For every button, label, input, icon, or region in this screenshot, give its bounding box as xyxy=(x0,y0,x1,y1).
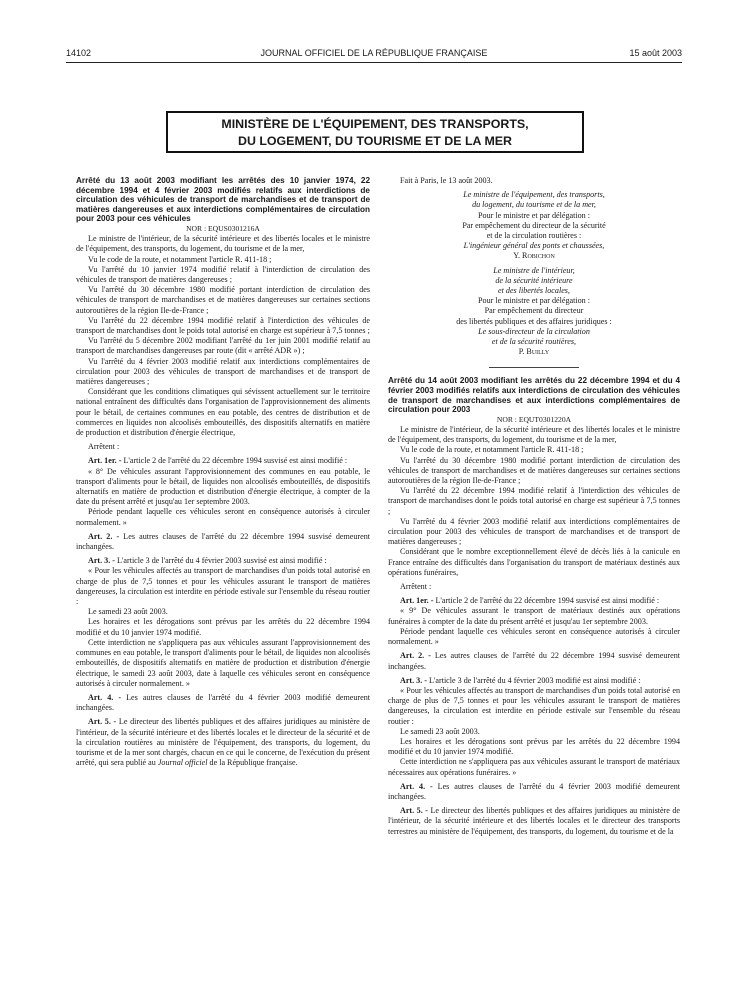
page-number: 14102 xyxy=(66,48,92,58)
issue-date: 15 août 2003 xyxy=(629,48,682,58)
article-text: L'article 3 de l'arrêté du 4 février 2003 modifié est ainsi modifié : xyxy=(429,675,641,685)
decree2-art3-q1: « Pour les véhicules affectés au transport de marchandises d'un poids total autorisé en charge de plus de 7,5 tonnes et pour les véhicules assurant le transport de matières dangereuses, la circulation est interdite en période estivale sur l'ensemble du réseau routier : xyxy=(388,685,680,726)
decree2-para: Vu l'arrêté du 22 décembre 1994 modifié relatif à l'interdiction des véhicules de transport de marchandises dont le poids total autorisé en charge est supérieur à 7,5 tonnes ; xyxy=(388,486,680,516)
decree2-para: Vu l'arrêté du 4 février 2003 modifié relatif aux interdictions complémentaires de circulation pour 2003 des véhicules de transport de marchandises et de transport de matières dangereuses ; xyxy=(388,516,680,547)
decree1-para: Considérant que les conditions climatiques qui sévissent actuellement sur le territoire national entraînent des difficultés dans l'organisation de l'approvisionnement des aliments pour le bétail, de certaines communes en eau potable, des centres de distribution et de commerces en liquides non alcoolisés embouteillés, des dispositifs alternatifs en matière de production et distribution d'énergie électrique, xyxy=(76,387,370,438)
decree1-para: Vu l'arrêté du 30 décembre 1980 modifié portant interdiction de circulation des véhicules de transport de marchandises et de matières dangereuses sur certaines sections autoroutières de la région Ile-de-France ; xyxy=(76,285,370,315)
decree1-done: Fait à Paris, le 13 août 2003. xyxy=(400,176,493,185)
decree1-art1-q2: Période pendant laquelle ces véhicules seront en conséquence autorisés à circuler normalement. » xyxy=(76,507,370,527)
journal-ref: Journal officiel xyxy=(157,758,208,768)
decree2-para: Le ministre de l'intérieur, de la sécurité intérieure et des libertés locales et le ministre de l'équipement, des transports, du logement, du tourisme et de la mer, xyxy=(388,425,680,445)
decree1-para: Vu l'arrêté du 22 décembre 1994 modifié relatif à l'interdiction des véhicules de transport de marchandises dont le poids total autorisé en charge est supérieur à 7,5 tonnes ; xyxy=(76,315,370,335)
sig-line: de la sécurité intérieure xyxy=(495,275,573,285)
decree1-nor: NOR : EQUS0301216A xyxy=(186,223,260,233)
article-label: Art. 1er. - xyxy=(400,596,434,606)
signature-block-2 xyxy=(388,266,680,358)
article-label: Art. 3. - xyxy=(400,675,427,685)
article-label: Art. 5. - xyxy=(400,806,428,816)
ministry-box xyxy=(166,111,584,153)
decree1-art3-q2: Le samedi 23 août 2003. xyxy=(88,607,168,617)
decree1-art3 xyxy=(76,556,370,566)
article-label: Art. 4. - xyxy=(88,692,122,702)
sig-line: Par empêchement du directeur de la sécurité xyxy=(462,220,606,230)
signatory-name: P. Builly xyxy=(518,347,550,357)
article-text: L'article 3 de l'arrêté du 4 février 2003 susvisé est ainsi modifié : xyxy=(117,556,327,566)
sig-line: Le ministre de l'intérieur, xyxy=(493,265,575,275)
decree2-title: Arrêté du 14 août 2003 modifiant les arrêtés du 22 décembre 1994 et du 4 février 2003 modifiés relatifs aux interdictions de circulation des véhicules de transport de marchandises et aux interdictions complémentaires de circulation pour 2003 xyxy=(388,376,680,415)
section-separator xyxy=(489,367,579,368)
decree1-art3-q4: Cette interdiction ne s'appliquera pas aux véhicules assurant l'approvisionnement des communes en eau potable, le transport d'aliments pour le bétail, de liquides non alcoolisés embouteillés, de dispositifs alternatifs en matière de production et distribution d'énergie électrique, le samedi 23 août 2003, date à laquelle ces véhicules seront en conséquence autorisés à circuler normalement. » xyxy=(76,637,370,688)
article-label: Art. 4. - xyxy=(400,781,433,791)
sig-line: et de la circulation routières : xyxy=(486,231,582,241)
decree1-art2 xyxy=(76,532,370,552)
decree1-para: Vu l'arrêté du 5 décembre 2002 modifiant l'arrêté du 1er juin 2001 modifié relatif au transport de marchandises dangereuses par route (dit « arrêté ADR ») ; xyxy=(76,336,370,356)
left-column xyxy=(76,176,370,768)
article-text: Les autres clauses de l'arrêté du 22 décembre 1994 susvisé demeurent inchangées. xyxy=(76,531,370,552)
ministry-line-1: MINISTÈRE DE L'ÉQUIPEMENT, DES TRANSPORTS, xyxy=(221,117,529,131)
decree2-art2 xyxy=(388,651,680,671)
sig-line: L'ingénieur général des ponts et chaussées, xyxy=(463,241,605,251)
article-label: Art. 2. - xyxy=(400,651,431,661)
decree2-art3 xyxy=(388,676,680,686)
article-text: de la République française. xyxy=(209,758,298,768)
article-text: Le directeur des libertés publiques et des affaires juridiques au ministère de l'intérieur, de la sécurité intérieure et des libertés locales et le directeur de la sécurité et de la circulation routières au ministère de l'équipement, des transports, du logement, du tourisme et de la mer sont chargés, chacun en ce qui le concerne, de l'exécution du présent arrêté, qui sera publié au xyxy=(76,717,370,768)
decree1-art5 xyxy=(76,717,370,768)
article-text: L'article 2 de l'arrêté du 22 décembre 1994 susvisé est ainsi modifié : xyxy=(123,456,348,466)
page-header xyxy=(66,48,682,62)
sig-line: Pour le ministre et par délégation : xyxy=(478,210,590,220)
decree2-art3-q4: Cette interdiction ne s'appliquera pas aux véhicules assurant le transport de matériaux nécessaires aux opérations funéraires. » xyxy=(388,757,680,777)
sig-line: Par empêchement du directeur xyxy=(484,306,584,316)
decree1-title: Arrêté du 13 août 2003 modifiant les arrêtés des 10 janvier 1974, 22 décembre 1994 et 4 février 2003 modifiés relatifs aux interdictions de circulation des véhicules de transport de marchandises et de transport de matières dangereuses et aux interdictions complémentaires de circulation pour 2003 pour ces véhicules xyxy=(76,176,370,224)
sig-line: Le ministre de l'équipement, des transports, xyxy=(463,190,605,200)
decree2-art3-q2: Le samedi 23 août 2003. xyxy=(400,726,480,736)
decree2-art1-q2: Période pendant laquelle ces véhicules seront en conséquence autorisés à circuler normalement. » xyxy=(388,626,680,647)
decree1-art4 xyxy=(76,693,370,713)
decree2-para: Vu l'arrêté du 30 décembre 1980 modifié portant interdiction de circulation des véhicules de transport de marchandises et de matières dangereuses sur certaines sections autoroutières de la région Ile-de-France ; xyxy=(388,455,680,486)
right-column xyxy=(388,176,680,837)
decree1-para: Vu l'arrêté du 4 février 2003 modifié relatif aux interdictions complémentaires de circulation pour 2003 des véhicules de transport de marchandises et de transport de matières dangereuses ; xyxy=(76,356,370,387)
decree1-art3-q1: « Pour les véhicules affectés au transport de marchandises d'un poids total autorisé en charge de plus de 7,5 tonnes et pour les véhicules assurant le transport de matières dangereuses, la circulation est interdite en période estivale sur l'ensemble du réseau routier : xyxy=(76,566,370,607)
decree2-para: Considérant que le nombre exceptionnellement élevé de décès liés à la canicule en France entraîne des difficultés dans l'organisation du transport de matériaux destinés aux opérations funéraires, xyxy=(388,547,680,577)
decree2-art5 xyxy=(388,806,680,837)
decree1-para: Vu le code de la route, et notamment l'article R. 411-18 ; xyxy=(88,254,272,264)
journal-title: JOURNAL OFFICIEL DE LA RÉPUBLIQUE FRANÇAISE xyxy=(260,48,488,58)
article-text: Le directeur des libertés publiques et des affaires juridiques au ministère de l'intérieur, de la sécurité intérieure et des libertés locales et le directeur des transports terrestres au ministère de l'équipement, des transports, du logement, du tourisme et de la xyxy=(388,806,680,836)
ministry-line-2: DU LOGEMENT, DU TOURISME ET DE LA MER xyxy=(238,134,512,148)
sig-line: et des libertés locales, xyxy=(498,286,570,296)
article-text: Les autres clauses de l'arrêté du 4 février 2003 modifié demeurent inchangées. xyxy=(76,692,371,713)
sig-line: du logement, du tourisme et de la mer, xyxy=(472,200,596,210)
decree1-art1-q1: « 8° De véhicules assurant l'approvisionnement des communes en eau potable, le transport d'aliments pour le bétail, de liquides non alcoolisés embouteillés, de dispositifs alternatifs en matière de production et distribution d'énergie électrique, à compter de la date du présent arrêté et jusqu'au 1er septembre 2003. xyxy=(76,466,370,507)
decree1-para: Vu l'arrêté du 10 janvier 1974 modifié relatif à l'interdiction de circulation des véhicules de transport de matières dangereuses ; xyxy=(76,264,370,284)
sig-line: et de la sécurité routières, xyxy=(491,337,577,347)
decree2-arretent: Arrêtent : xyxy=(400,582,432,592)
sig-line: Pour le ministre et par délégation : xyxy=(478,296,590,306)
decree2-art3-q3: Les horaires et les dérogations sont prévus par les arrêtés du 22 décembre 1994 modifié et du 10 janvier 1974 modifié. xyxy=(388,736,680,757)
decree2-art4 xyxy=(388,782,680,802)
article-label: Art. 2. - xyxy=(88,531,120,541)
decree2-para: Vu le code de la route, et notamment l'article R. 411-18 ; xyxy=(400,445,584,455)
decree1-para: Le ministre de l'intérieur, de la sécurité intérieure et des libertés locales et le ministre de l'équipement, des transports, du logement, du tourisme et de la mer, xyxy=(76,234,370,254)
article-label: Art. 1er. - xyxy=(88,456,122,466)
decree1-art3-q3: Les horaires et les dérogations sont prévus par les arrêtés du 22 décembre 1994 modifié et du 10 janvier 1974 modifié. xyxy=(76,617,370,637)
sig-line: des libertés publiques et des affaires juridiques : xyxy=(456,316,612,326)
article-text: Les autres clauses de l'arrêté du 4 février 2003 modifié demeurent inchangées. xyxy=(388,781,681,801)
decree2-art1 xyxy=(388,596,680,606)
signatory-name: Y. Robichon xyxy=(513,251,555,261)
decree1-art1 xyxy=(76,456,370,466)
decree1-arretent: Arrêtent : xyxy=(88,442,120,452)
article-text: Les autres clauses de l'arrêté du 22 décembre 1994 susvisé demeurent inchangées. xyxy=(388,651,680,671)
decree2-nor: NOR : EQUT0301220A xyxy=(496,414,572,424)
article-label: Art. 3. - xyxy=(88,556,115,566)
header-rule xyxy=(66,62,682,63)
decree2-art1-q1: « 9° De véhicules assurant le transport de matériaux destinés aux opérations funéraires à compter de la date du présent arrêté et jusqu'au 1er septembre 2003. xyxy=(388,606,680,626)
article-text: L'article 2 de l'arrêté du 22 décembre 1994 susvisé est ainsi modifié : xyxy=(435,596,660,606)
sig-line: Le sous-directeur de la circulation xyxy=(478,326,590,336)
signature-block-1 xyxy=(388,190,680,261)
article-label: Art. 5. - xyxy=(88,717,117,727)
